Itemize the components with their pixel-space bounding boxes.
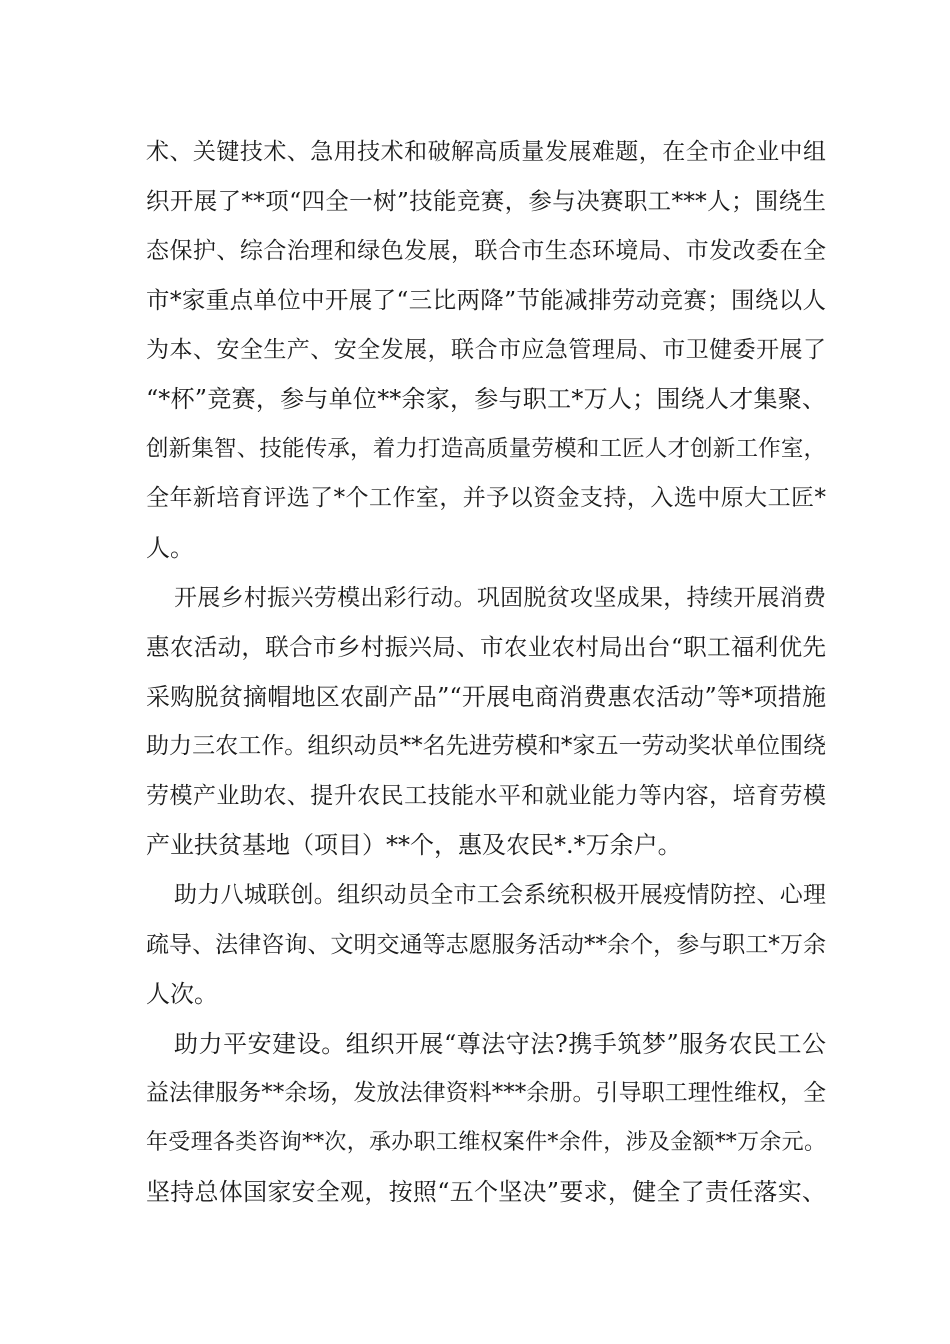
text-line: 采购脱贫摘帽地区农副产品”“开展电商消费惠农活动”等*项措施 — [146, 683, 826, 711]
paragraph-first-line: 助力平安建设。组织开展“尊法守法?携手筑梦”服务农民工公 — [174, 1030, 826, 1058]
text-line: 产业扶贫基地（项目）**个，惠及农民*.*万余户。 — [146, 831, 682, 859]
text-line: 疏导、法律咨询、文明交通等志愿服务活动**余个，参与职工*万余 — [146, 932, 826, 958]
text-line: 人。 — [146, 534, 194, 562]
text-line: 织开展了**项“四全一树”技能竞赛，参与决赛职工***人；围绕生 — [146, 187, 826, 215]
paragraph-first-line: 开展乡村振兴劳模出彩行动。巩固脱贫攻坚成果，持续开展消费 — [174, 585, 826, 611]
text-line: 助力三农工作。组织动员**名先进劳模和*家五一劳动奖状单位围绕 — [146, 733, 826, 759]
text-line: 人次。 — [146, 980, 218, 1008]
text-line: 益法律服务**余场，发放法律资料***余册。引导职工理性维权，全 — [146, 1080, 826, 1106]
text-line: 年受理各类咨询**次，承办职工维权案件*余件，涉及金额**万余元。 — [146, 1130, 826, 1155]
text-line: 态保护、综合治理和绿色发展，联合市生态环境局、市发改委在全 — [146, 238, 826, 264]
text-line: 全年新培育评选了*个工作室，并予以资金支持，入选中原大工匠* — [146, 485, 826, 511]
text-line: 创新集智、技能传承，着力打造高质量劳模和工匠人才创新工作室， — [146, 436, 826, 462]
text-line: 术、关键技术、急用技术和破解高质量发展难题，在全市企业中组 — [146, 139, 826, 165]
text-line: 坚持总体国家安全观，按照“五个坚决”要求，健全了责任落实、 — [146, 1178, 826, 1206]
paragraph-first-line: 助力八城联创。组织动员全市工会系统积极开展疫情防控、心理 — [174, 882, 826, 908]
text-line: “*杯”竞赛，参与单位**余家，参与职工*万人；围绕人才集聚、 — [146, 385, 826, 413]
text-line: 市*家重点单位中开展了“三比两降”节能减排劳动竞赛；围绕以人 — [146, 286, 826, 314]
text-line: 为本、安全生产、安全发展，联合市应急管理局、市卫健委开展了 — [146, 337, 826, 363]
text-line: 劳模产业助农、提升农民工技能水平和就业能力等内容，培育劳模 — [146, 783, 826, 809]
text-line: 惠农活动，联合市乡村振兴局、市农业农村局出台“职工福利优先 — [146, 633, 826, 661]
